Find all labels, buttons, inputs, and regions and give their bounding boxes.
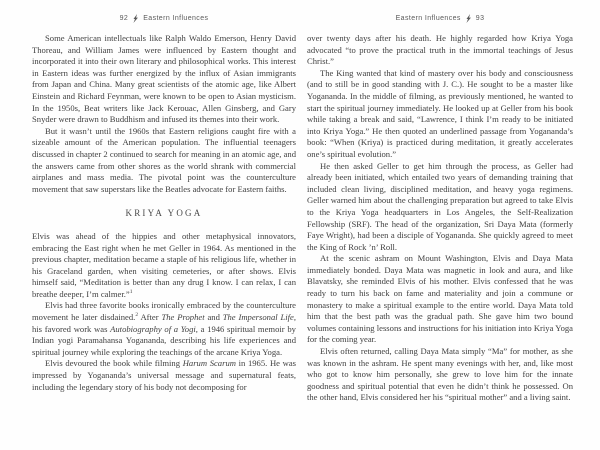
lightning-bolt-icon (465, 14, 472, 23)
paragraph: Some American intellectuals like Ralph Waldo Emerson, Henry David Thoreau, and William James were influenced by Eastern thought and incorporated it into their own literary and philosophical works. This interest in Eastern ideas was further energized by the influx of Asian immigrants from Japan and China. Many great scientists of the atomic age, like Albert Einstein and Richard Feynman, were known to be open to Asian mysticism. In the 1950s, Beat writers like Jack Kerouac, Allen Ginsberg, and Gary Snyder were drawn to Buddhism and infused its themes into their work. (32, 33, 296, 125)
running-title-left: Eastern Influences (143, 14, 209, 22)
paragraph: Elvis devoured the book while filming Harum Scarum in 1965. He was impressed by Yogananda’s universal message and supernatural feats, including the legendary story of his body not decomposing for (32, 358, 296, 392)
page-number-left: 92 (119, 14, 129, 22)
page-number-right: 93 (475, 14, 485, 22)
paragraph: over twenty days after his death. He highly regarded how Kriya Yoga advocated “to prove the practical truth in the immortal teachings of Jesus Christ.” (307, 33, 573, 67)
paragraph: He then asked Geller to get him through the process, as Geller had already been initiated, which entailed two years of demanding training that included clean living, disciplined meditation, and heavy yoga regimens. Geller warned him about the challenging preparation but agreed to take Elvis to the Kriya Yoga headquarters in Los Angeles, the Self-Realization Fellowship (SRF). The head of the organization, Sri Daya Mata (formerly Faye Wright), had been a disciple of Yogananda. She quickly agreed to meet the King of Rock ’n’ Roll. (307, 160, 573, 252)
page-left (32, 14, 296, 393)
page-right (307, 14, 573, 404)
running-title-right: Eastern Influences (395, 14, 461, 22)
paragraph: The King wanted that kind of mastery over his body and consciousness (and to still be in good standing with J. C.). He sought to be a master like Yogananda. In the middle of filming, as previously mentioned, he wanted to start the spiritual journey immediately. He looked up at Geller from his book while taking a break and said, “Lawrence, I think I’m ready to be initiated into Kriya Yoga.” He then quoted an underlined passage from Yogananda’s book: “When (Kriya) is practiced during meditation, it greatly accelerates one’s spiritual evolution.” (307, 67, 573, 159)
paragraph: Elvis had three favorite books ironically embraced by the counterculture movement he later disdained.$^2$ After The Prophet and The Impersonal Life, his favored work was Autobiography of a Yogi, a 1946 spiritual memoir by Indian yogi Paramahansa Yogananda, describing his life experiences and spiritual journey while exploring the teachings of the arcane Kriya Yoga. (32, 300, 297, 357)
paragraph: Elvis often returned, calling Daya Mata simply “Ma” for mother, as she was known in the ashram. He spent many evenings with her, and, like most who got to know him personally, she grew to love him for the innate goodness and spiritual potential that even he didn’t think he possessed. On the other hand, Elvis considered her his “spiritual mother” and a living saint. (307, 346, 573, 403)
section-heading: KRIYA YOGA (125, 208, 203, 219)
page-body-right (307, 33, 573, 404)
lightning-bolt-icon (132, 14, 139, 23)
paragraph: But it wasn’t until the 1960s that Eastern religions caught fire with a sizeable amount of the American population. The influential teenagers discussed in chapter 2 continued to search for meaning in an atomic age, and the answers came from other shores as the world shrank with commercial airplanes and mass media. The pivotal point was the counterculture movement that saw superstars like the Beatles advocate for Eastern faiths. (32, 125, 296, 194)
page-header-right (307, 14, 573, 23)
paragraph: Elvis was ahead of the hippies and other metaphysical innovators, embracing the East right when he met Geller in 1964. As mentioned in the previous chapter, meditation became a staple of his religious life, whether in his Graceland garden, when visiting cemeteries, or after shows. Elvis himself said, “Meditation is better than any drug I know. I can relax, I can breathe deeper, I’m calmer.”$^1$ (32, 230, 296, 299)
paragraph: At the scenic ashram on Mount Washington, Elvis and Daya Mata immediately bonded. Daya Mata was magnetic in look and aura, and like Blavatsky, she reminded Elvis of his mother. Elvis confessed that he was ready to turn his back on fame and materiality and join a commune or monastery to make a spiritual example to the entire world. Daya Mata told him that the best path was the gradual path. She gave him two bound volumes containing lessons and instructions for his initiation into Kriya Yoga for the coming year. (307, 253, 573, 345)
page-header-left (32, 14, 296, 23)
page-body-left (32, 33, 296, 393)
